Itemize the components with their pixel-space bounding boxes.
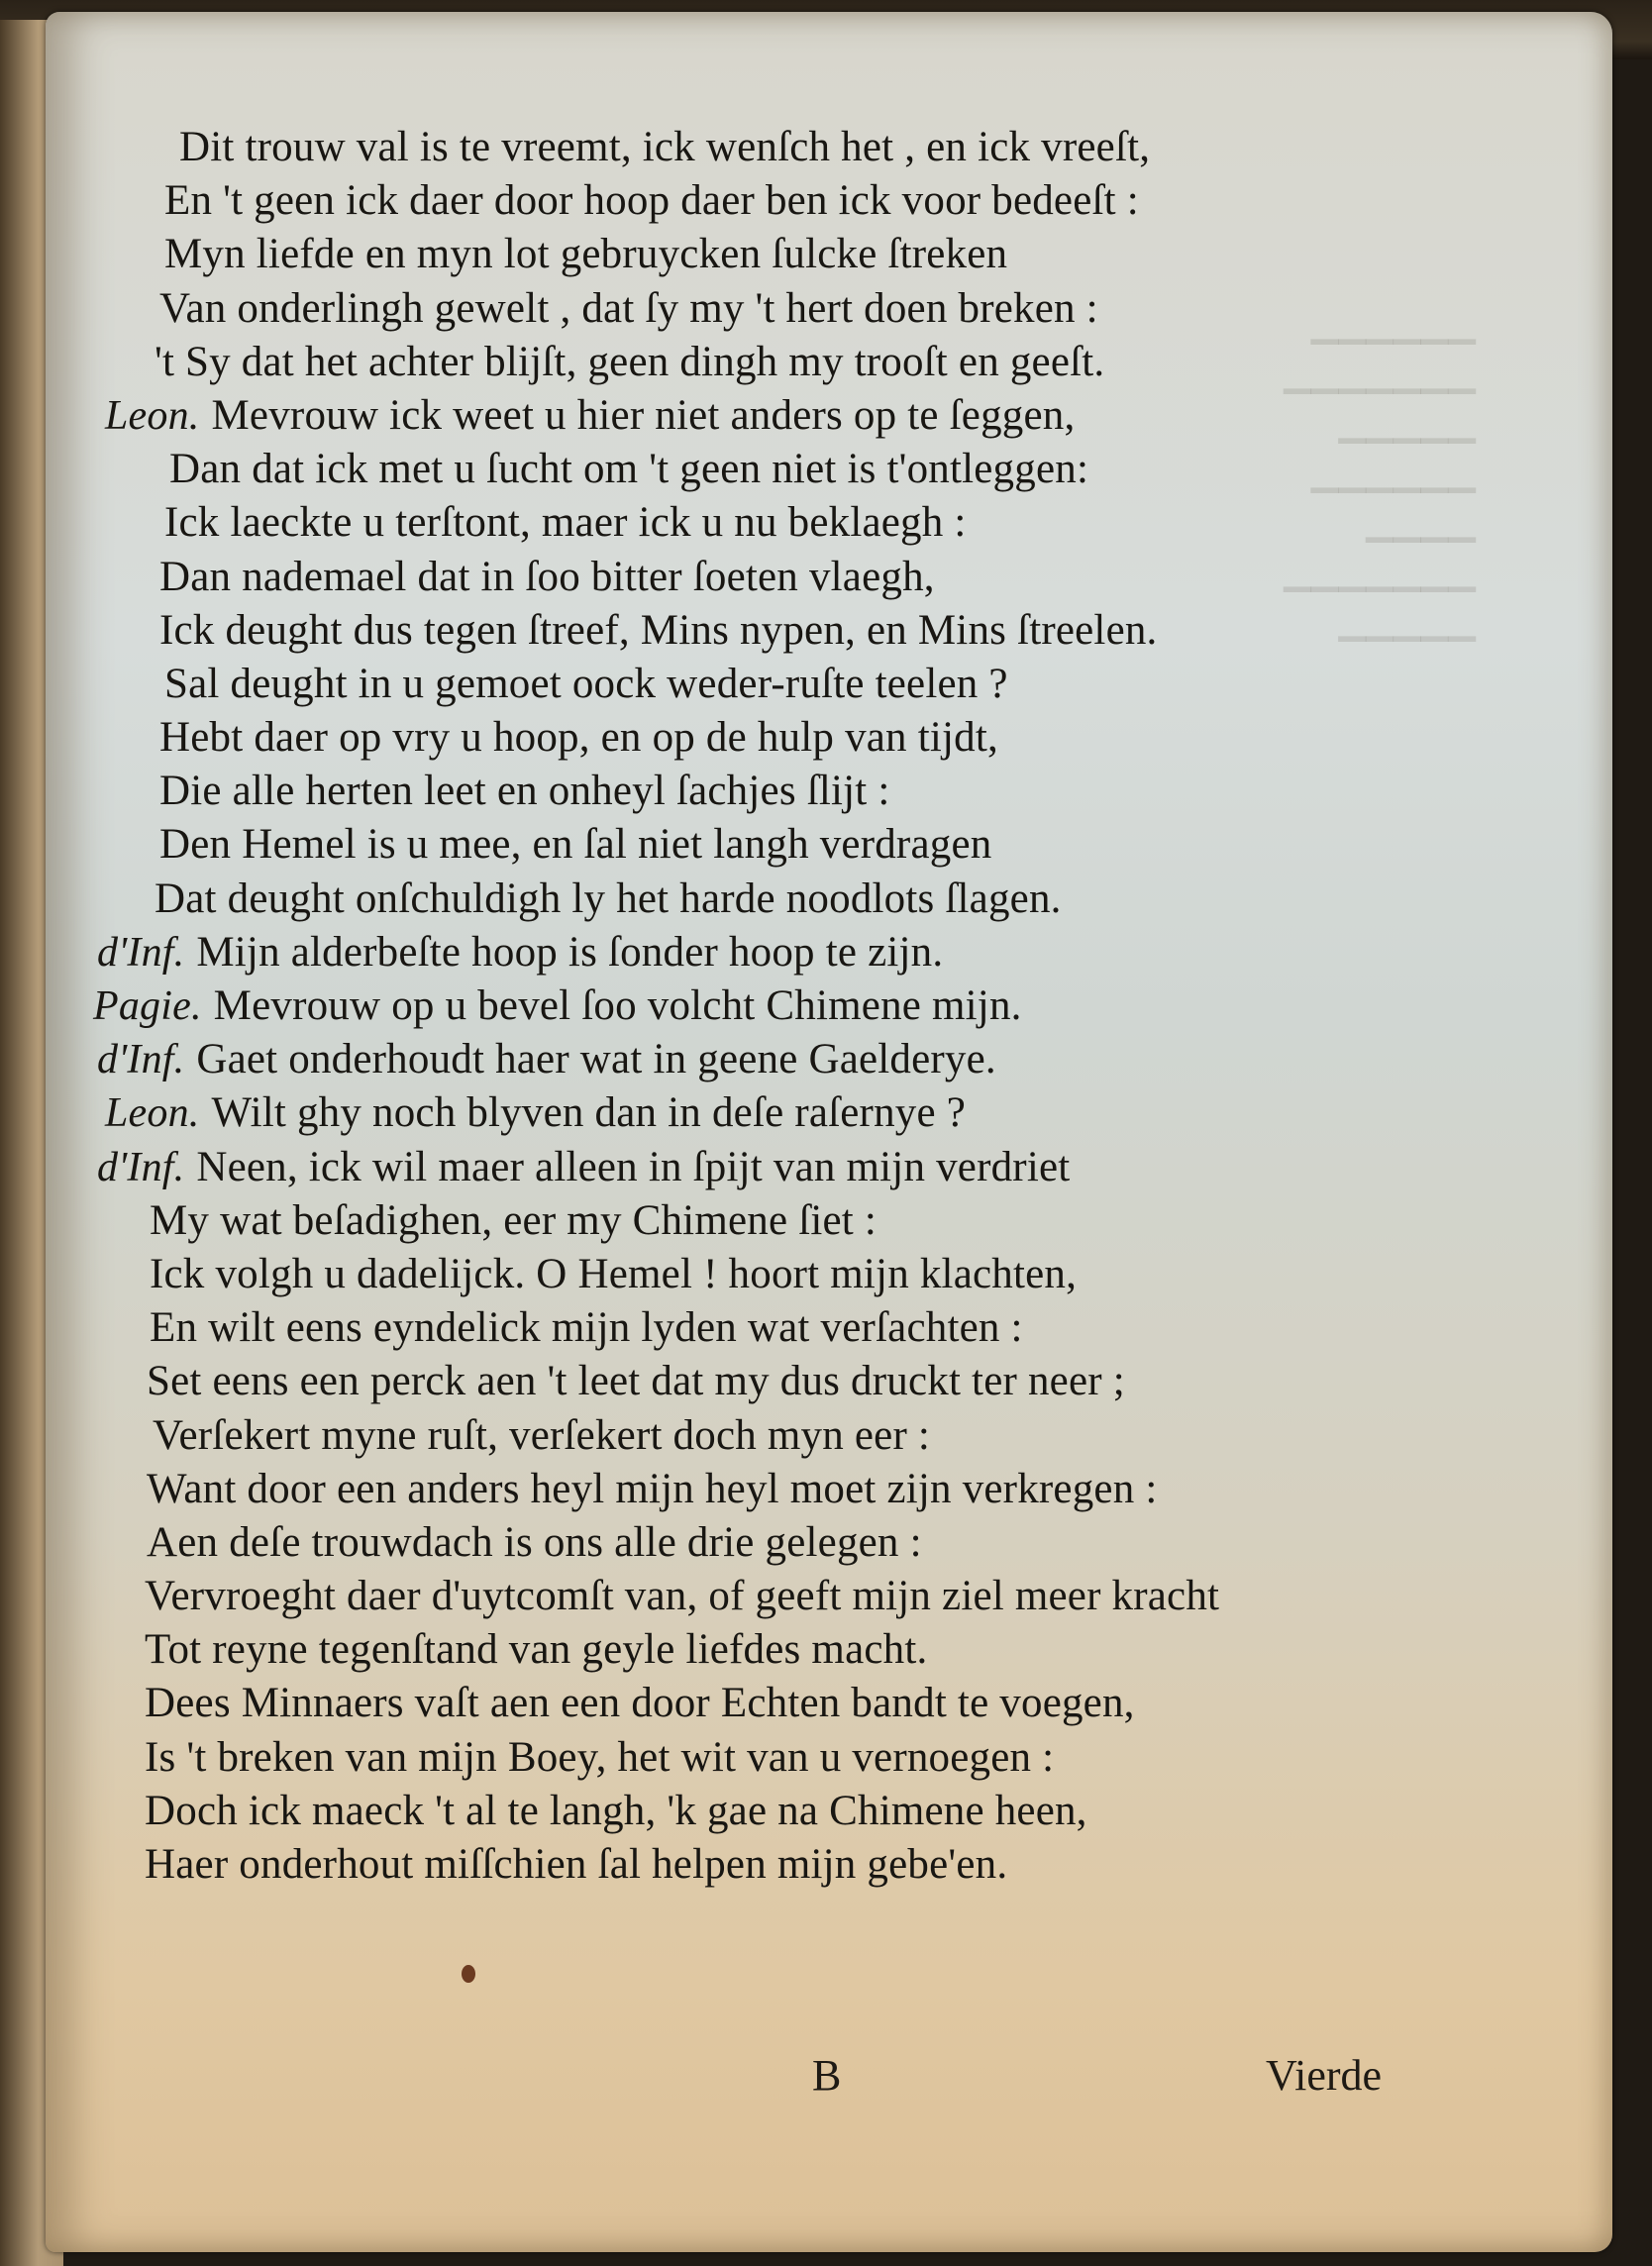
verse-text: Tot reyne tegenſtand van geyle liefdes macht. (145, 1626, 928, 1674)
verse-line (105, 604, 1551, 658)
verse-text: Sal deught in u gemoet oock weder-ruſte teelen ? (164, 660, 1008, 707)
verse-line (105, 174, 1551, 228)
verse-line (105, 1355, 1551, 1408)
verse-text: En 't geen ick daer door hoop daer ben ick voor bedeeſt : (164, 177, 1139, 225)
book-page (46, 12, 1612, 2252)
verse-line (105, 1516, 1551, 1570)
verse-text: Wilt ghy noch blyven dan in deſe raſernye ? (211, 1089, 966, 1137)
verse-line (105, 1248, 1551, 1301)
verse-line (105, 336, 1551, 389)
verse-text: Die alle herten leet en onheyl ſachjes ſlijt : (159, 768, 890, 815)
verse-line (105, 228, 1551, 281)
verse-text: Dat deught onſchuldigh ly het harde noodlots ſlagen. (155, 875, 1062, 922)
verse-text: Den Hemel is u mee, en ſal niet langh verdragen (159, 821, 992, 869)
verse-line (105, 1731, 1551, 1785)
speaker-label: Pagie. (93, 983, 202, 1029)
verse-text: Dit trouw val is te vreemt, ick wenſch het , en ick vreeſt, (179, 124, 1151, 170)
verse-line (105, 443, 1551, 496)
verse-text: Hebt daer op vry u hoop, en op de hulp van tijdt, (159, 714, 998, 762)
signature-mark: B (812, 2051, 842, 2100)
verse-text: Ick laeckte u terſtont, maer ick u nu beklaegh : (164, 499, 967, 547)
verse-text: Dan dat ick met u ſucht om 't geen niet is t'ontleggen: (169, 446, 1089, 493)
verse-text: Gaet onderhoudt haer wat in geene Gaelderye. (196, 1036, 996, 1083)
speaker-label: Leon. (105, 392, 200, 439)
verse-text: Want door een anders heyl mijn heyl moet zijn verkregen : (147, 1465, 1158, 1512)
verse-text: Ick deught dus tegen ſtreef, Mins nypen, en Mins ſtreelen. (159, 606, 1158, 654)
verse-line (105, 1785, 1551, 1838)
verse-line (105, 121, 1551, 174)
verse-line (105, 1677, 1551, 1730)
verse-text: Mijn alderbeſte hoop is ſonder hoop te zijn. (196, 928, 944, 976)
verse-line (105, 1463, 1551, 1516)
verse-line (97, 1141, 1551, 1194)
verse-line (105, 818, 1551, 872)
verse-line (97, 1033, 1551, 1086)
verse-text: En wilt eens eyndelick mijn lyden wat verſachten : (150, 1304, 1023, 1352)
verse-line (105, 1301, 1551, 1355)
verse-text: Neen, ick wil maer alleen in ſpijt van mijn verdriet (196, 1143, 1071, 1190)
verse-text: Is 't breken van mijn Boey, het wit van u vernoegen : (145, 1733, 1055, 1781)
verse-text: Haer onderhout miſſchien ſal helpen mijn gebe'en. (145, 1841, 1008, 1888)
show-through-texture: ▁▁▁▁▁▁ ▁▁▁▁▁▁▁ ▁▁▁▁▁ ▁▁▁▁▁▁ ▁▁▁▁ ▁▁▁▁▁▁▁ ▁▁▁▁▁ (1284, 304, 1476, 641)
verse-line (97, 926, 1551, 979)
verse-text: Van onderlingh gewelt , dat ſy my 't hert doen breken : (159, 284, 1098, 332)
verse-text: My wat beſadighen, eer my Chimene ſiet : (150, 1196, 878, 1244)
verse-text: Aen deſe trouwdach is ons alle drie gelegen : (147, 1518, 922, 1566)
ink-stain (462, 1965, 475, 1983)
verse-line (105, 711, 1551, 765)
verse-text: Myn liefde en myn lot gebruycken ſulcke ſtreken (164, 231, 1008, 278)
verse-line (105, 1623, 1551, 1677)
page-footer (46, 2050, 1612, 2110)
verse-line (105, 873, 1551, 926)
verse-text: Dees Minnaers vaſt aen een door Echten bandt te voegen, (145, 1680, 1135, 1727)
verse-line (105, 496, 1551, 550)
verse-line (105, 282, 1551, 336)
verse-text: Doch ick maeck 't al te langh, 'k gae na Chimene heen, (145, 1787, 1087, 1834)
speaker-label: d'Inf. (97, 1144, 185, 1190)
verse-text: Set eens een perck aen 't leet dat my dus druckt ter neer ; (147, 1358, 1125, 1405)
verse-line (93, 979, 1551, 1033)
verse-line (105, 1409, 1551, 1463)
verse-text: Ick volgh u dadelijck. O Hemel ! hoort mijn klachten, (150, 1250, 1078, 1297)
catchword: Vierde (1266, 2051, 1383, 2100)
verse-text: Dan nademael dat in ſoo bitter ſoeten vlaegh, (159, 553, 935, 600)
verse-line (105, 389, 1551, 443)
verse-block (93, 121, 1551, 1892)
verse-line (105, 765, 1551, 818)
verse-text: 't Sy dat het achter blijſt, geen dingh my trooſt en geeſt. (155, 338, 1105, 385)
verse-line (105, 1570, 1551, 1623)
verse-text: Mevrouw op u bevel ſoo volcht Chimene mijn. (213, 982, 1022, 1029)
verse-line (105, 658, 1551, 711)
verse-line (105, 551, 1551, 604)
speaker-label: d'Inf. (97, 1037, 185, 1083)
verse-line (105, 1838, 1551, 1892)
speaker-label: d'Inf. (97, 929, 185, 976)
verse-text: Mevrouw ick weet u hier niet anders op te ſeggen, (211, 391, 1076, 439)
speaker-label: Leon. (105, 1090, 200, 1137)
verse-line (105, 1194, 1551, 1248)
verse-text: Vervroeght daer d'uytcomſt van, of geeft mijn ziel meer kracht (145, 1573, 1220, 1620)
verse-text: Verſekert myne ruſt, verſekert doch myn eer : (153, 1411, 931, 1459)
verse-line (105, 1086, 1551, 1140)
